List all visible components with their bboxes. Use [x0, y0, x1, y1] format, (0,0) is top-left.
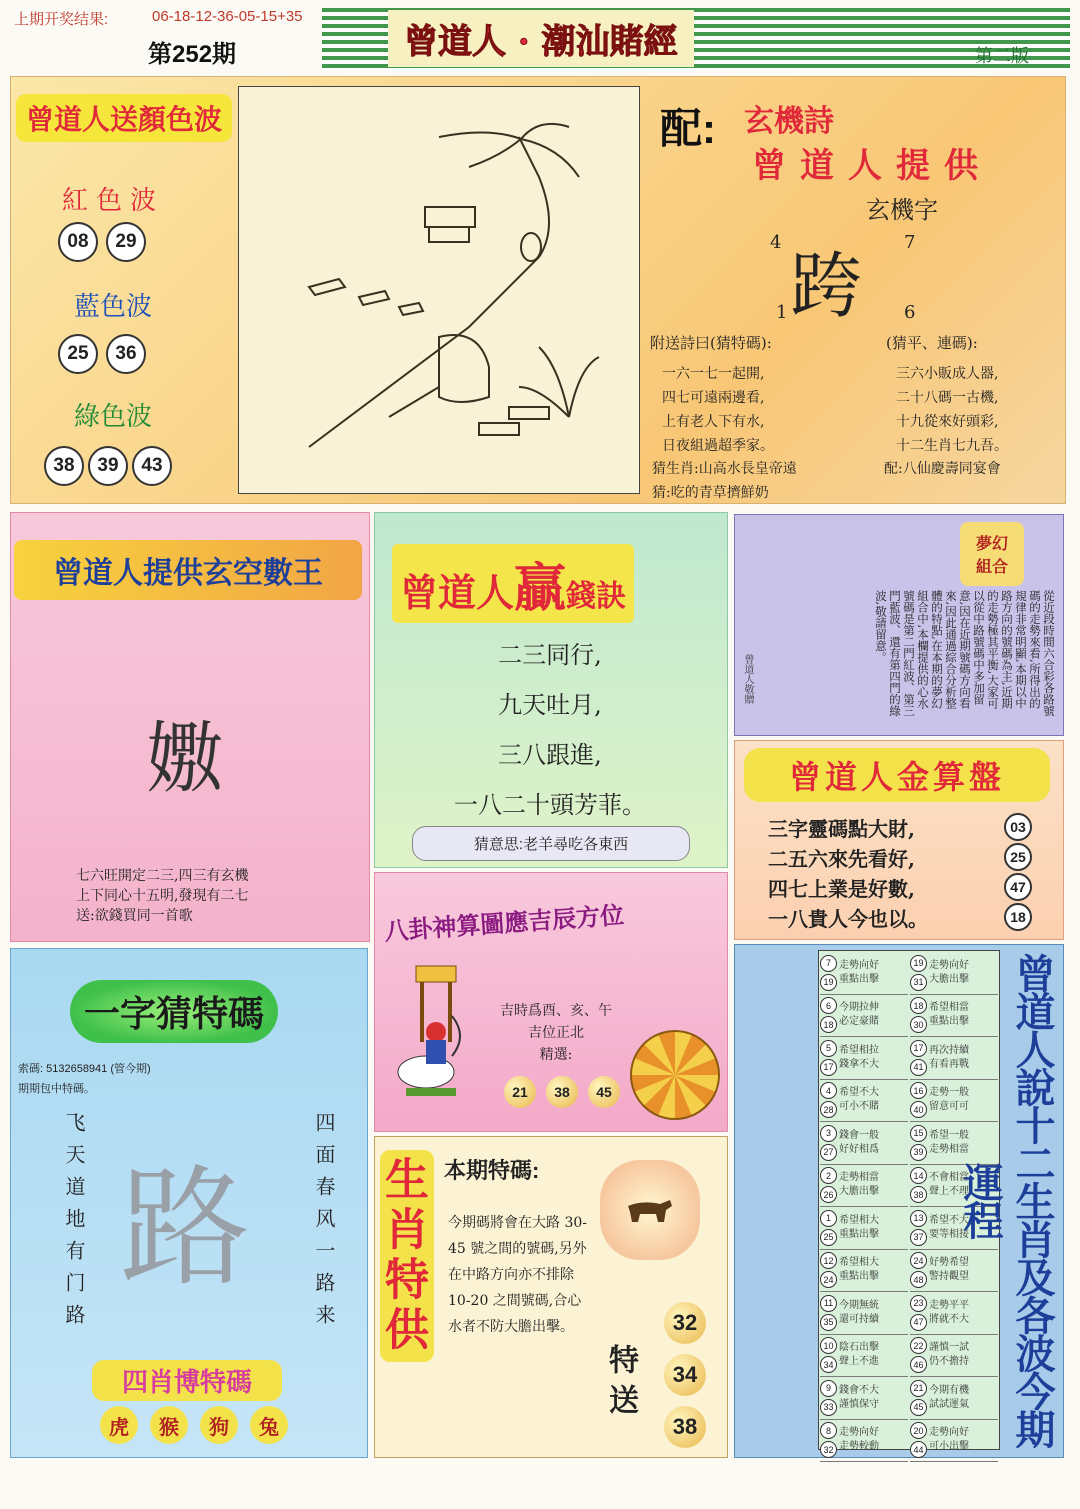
fortune-line: 警持觀望 — [929, 1271, 969, 1283]
poem-line: 四七可遠兩邊看, — [662, 390, 765, 406]
sketch-illustration — [238, 86, 640, 494]
poem-line: 三六小販成人器, — [896, 366, 999, 382]
fortune-text — [929, 1299, 969, 1327]
combo-text: 從近段時間六合彩各路號碼的走勢來看,所得出的規律非常明顯,本期以中路方向的號碼為主,近期的走勢極其平衡,大家可以從中路號碼中多加留意,因在近期號碼方向看來,因此通過綜合分析整體的特點,在本期的夢幻組合中,本欄提供的心水號碼是第二門紅波、第三門藍波、還有第四門的綠波,敬請留意。 — [874, 590, 1056, 717]
fortune-item — [820, 1292, 908, 1335]
fortune-line: 謹慎一試 — [929, 1342, 969, 1354]
fortune-text — [839, 1256, 879, 1284]
fortune-line: 聲上不進 — [839, 1356, 879, 1368]
zodiac-special-side: 生肖特供 — [380, 1150, 434, 1362]
fortune-text — [929, 1044, 969, 1072]
fortune-number: 41 — [910, 1059, 927, 1076]
fortune-line: 將就不大 — [929, 1313, 969, 1325]
fortune-number: 6 — [820, 997, 837, 1014]
fortune-line: 走勢相當 — [929, 1143, 969, 1155]
pei-label: 配: — [660, 105, 716, 152]
fortune-line: 聲上不理 — [929, 1186, 969, 1198]
archer-icon — [386, 962, 482, 1112]
fortune-number: 16 — [910, 1082, 927, 1099]
fortune-item — [820, 1165, 908, 1208]
fortune-text — [929, 1256, 969, 1284]
fortune-number: 8 — [820, 1422, 837, 1439]
digit-7: 7 — [904, 232, 916, 253]
fortune-line: 走勢向好 — [929, 959, 969, 971]
fortune-number: 24 — [820, 1271, 837, 1288]
fortune-line: 還可持續 — [839, 1313, 879, 1325]
special-ball: 38 — [664, 1406, 706, 1448]
blue-ball: 25 — [58, 334, 98, 374]
fortune-number: 18 — [820, 1016, 837, 1033]
fortune-number: 28 — [820, 1101, 837, 1118]
abacus-row-num: 03 — [1004, 813, 1032, 841]
fortune-nums — [910, 1422, 927, 1458]
fortune-line: 走勢平平 — [929, 1299, 969, 1311]
abacus-row — [768, 902, 1032, 932]
fortune-line: 必定豪賭 — [839, 1016, 879, 1028]
fortune-text — [929, 959, 969, 987]
guess-pair: 配:八仙慶壽同宴會 — [884, 461, 1001, 477]
fortune-line: 重點出擊 — [929, 1016, 969, 1028]
abacus-row-num: 18 — [1004, 903, 1032, 931]
fortune-line: 希望相大 — [839, 1214, 879, 1226]
fortune-line: 可小不賭 — [839, 1101, 879, 1113]
fortune-line: 走勢向好 — [929, 1427, 969, 1439]
fortune-number: 47 — [910, 1314, 927, 1331]
fortune-nums — [820, 1422, 837, 1458]
fortune-item — [910, 1292, 998, 1335]
poem-title: 玄機詩 — [744, 105, 834, 138]
fortune-line: 希望相大 — [839, 1257, 879, 1269]
win-line: 二三同行, — [498, 641, 602, 669]
bagua-line1: 吉時爲酉、亥、午 — [500, 1003, 612, 1019]
digit-6: 6 — [904, 302, 916, 323]
bagua-ball: 38 — [546, 1076, 578, 1108]
fortune-text — [929, 1129, 969, 1157]
fortune-item — [820, 1207, 908, 1250]
fortune-line: 再次持續 — [929, 1044, 969, 1056]
fortune-number: 12 — [820, 1252, 837, 1269]
xuankong-line: 七六旺開定二三,四三有玄機 — [76, 868, 249, 884]
fortune-text — [839, 1171, 879, 1199]
green-ball: 38 — [44, 446, 84, 486]
fortune-line: 希望相拉 — [839, 1044, 879, 1056]
fortune-text — [929, 1426, 969, 1454]
fortune-item — [910, 995, 998, 1038]
zodiac-special-songs: 特送 — [604, 1344, 637, 1424]
abacus-row-num: 47 — [1004, 873, 1032, 901]
poem-line: 二十八碼一古機, — [896, 390, 999, 406]
fortune-number: 44 — [910, 1441, 927, 1458]
win-line: 三八跟進, — [498, 741, 602, 769]
fortune-number: 34 — [820, 1356, 837, 1373]
yizi-left-poem: 飞天道地有门路 — [62, 1112, 86, 1336]
abacus-row-text: 四七上業是好數, — [768, 876, 915, 901]
fortune-line: 走勢一般 — [929, 1087, 969, 1099]
fortune-number: 23 — [910, 1295, 927, 1312]
fortune-line: 今期有機 — [929, 1384, 969, 1396]
edition-label: 第二版 — [975, 46, 1029, 66]
fortune-line: 好好相爲 — [839, 1143, 879, 1155]
fortune-item — [910, 1335, 998, 1378]
poem-line: 一六一七一起開, — [662, 366, 765, 382]
fortune-item — [910, 1037, 998, 1080]
fortune-text — [929, 1341, 969, 1369]
poem-left-lines — [662, 362, 774, 458]
fortune-text — [839, 1086, 879, 1114]
fortune-line: 今期拉伸 — [839, 1002, 879, 1014]
fortune-item — [910, 1250, 998, 1293]
fortune-number: 22 — [910, 1337, 927, 1354]
fortune-text — [839, 1341, 879, 1369]
fortune-line: 希望相當 — [929, 1002, 969, 1014]
fortune-nums — [820, 1252, 837, 1288]
yizi-note: 期期包中特碼。 — [18, 1083, 95, 1095]
fortune-line: 要等相接 — [929, 1228, 969, 1240]
fortune-nums — [910, 1125, 927, 1161]
fortune-line: 今期無統 — [839, 1299, 879, 1311]
fortune-nums — [910, 1167, 927, 1203]
fortune-number: 10 — [820, 1337, 837, 1354]
fortune-line: 希望不大 — [839, 1087, 879, 1099]
tree-sketch-icon — [239, 87, 639, 493]
zodiac-rabbit: 兔 — [250, 1406, 288, 1444]
abacus-row — [768, 812, 1032, 842]
abacus-row-text: 二五六來先看好, — [768, 846, 915, 871]
fortune-number: 4 — [820, 1082, 837, 1099]
bagua-ball: 45 — [588, 1076, 620, 1108]
green-ball: 43 — [132, 446, 172, 486]
xuankong-lines — [76, 866, 248, 926]
win-line: 九天吐月, — [498, 691, 602, 719]
xuankong-line: 送:欲錢買同一首歌 — [76, 908, 193, 924]
fortune-number: 32 — [820, 1441, 837, 1458]
red-wave-numbers — [58, 222, 146, 262]
blue-wave-label: 藍色波 — [73, 291, 152, 321]
fortune-number: 15 — [910, 1125, 927, 1142]
fortune-nums — [820, 1082, 837, 1118]
fortune-item — [820, 995, 908, 1038]
xuanji-label: 玄機字 — [866, 196, 938, 224]
fortune-number: 9 — [820, 1380, 837, 1397]
fortune-text — [929, 1001, 969, 1029]
fortune-line: 大膽出擊 — [929, 973, 969, 985]
win-money-riddle: 猜意思:老羊尋吃各東西 — [412, 826, 690, 861]
fortune-item — [910, 1080, 998, 1123]
fortune-line: 錢拿不大 — [839, 1058, 879, 1070]
fortune-line: 陰石出擊 — [839, 1342, 879, 1354]
fortune-nums — [910, 1337, 927, 1373]
zodiac-special-text: 今期碼將會在大路 30-45 號之間的號碼,另外在中路方向亦不排除 10-20 之間號碼,合心水者不防大膽出擊。 — [448, 1215, 587, 1335]
fortune-nums — [910, 1295, 927, 1331]
fortune-line: 走勢較動 — [839, 1441, 879, 1453]
fortune-line: 重點出擊 — [839, 1228, 879, 1240]
fortune-number: 39 — [910, 1144, 927, 1161]
fortune-text — [839, 1129, 879, 1157]
fortune-text — [839, 1001, 879, 1029]
fortune-nums — [910, 1380, 927, 1416]
fortune-line: 留意可可 — [929, 1101, 969, 1113]
poem-line: 日夜組過超季家。 — [662, 438, 774, 454]
fortune-item — [820, 1335, 908, 1378]
fortune-line: 好勢希望 — [929, 1257, 969, 1269]
yizi-title: 一字猜特碼 — [70, 980, 278, 1043]
fortune-nums — [820, 955, 837, 991]
fortune-nums — [910, 1082, 927, 1118]
last-result: 06-18-12-36-05-15+35 — [152, 8, 303, 25]
fortune-number: 38 — [910, 1186, 927, 1203]
fortune-nums — [820, 1210, 837, 1246]
fortune-text — [839, 1044, 879, 1072]
fortune-number: 26 — [820, 1186, 837, 1203]
win-money-lines — [380, 630, 720, 830]
four-zodiac-title: 四肖博特碼 — [92, 1360, 282, 1401]
fortune-line: 大膽出擊 — [839, 1186, 879, 1198]
fortune-item — [910, 1420, 998, 1463]
digit-4: 4 — [770, 232, 782, 253]
fortune-number: 14 — [910, 1167, 927, 1184]
fortune-line: 錢會一般 — [839, 1129, 879, 1141]
xuankong-line: 上下同心十五明,發現有二七 — [76, 888, 249, 904]
fortune-item — [820, 1250, 908, 1293]
poem-provider: 曾道人提供 — [752, 147, 992, 185]
fortune-number: 18 — [910, 997, 927, 1014]
fortune-line: 走勢向好 — [839, 1427, 879, 1439]
fortune-line: 重點出擊 — [839, 973, 879, 985]
poem-right-lines — [896, 362, 1008, 458]
fortune-item — [820, 1122, 908, 1165]
zodiac-monkey: 猴 — [150, 1406, 188, 1444]
fortune-number: 19 — [820, 974, 837, 991]
fortune-number: 3 — [820, 1125, 837, 1142]
bagua-title: 八卦神算圖應吉辰方位 — [383, 900, 625, 946]
bagua-ball: 21 — [504, 1076, 536, 1108]
yizi-char: 路 — [120, 1152, 251, 1304]
fortune-line: 希望一般 — [929, 1129, 969, 1141]
fortune-nums — [820, 1380, 837, 1416]
red-wave-label: 紅色波 — [61, 185, 164, 215]
fortune-number: 11 — [820, 1295, 837, 1312]
fortune-number: 33 — [820, 1399, 837, 1416]
archer-illustration — [386, 962, 482, 1112]
fortune-number: 46 — [910, 1356, 927, 1373]
fortune-number: 7 — [820, 955, 837, 972]
fortune-number: 17 — [910, 1040, 927, 1057]
poem-line: 十二生肖七九吾。 — [896, 438, 1008, 454]
fortune-nums — [820, 1167, 837, 1203]
blue-ball: 36 — [106, 334, 146, 374]
guess-zodiac: 猜生肖:山高水長皇帝遠 — [652, 461, 797, 477]
fortune-item — [910, 1377, 998, 1420]
fortune-item — [820, 1377, 908, 1420]
zodiac-special-title: 本期特碼: — [444, 1158, 540, 1183]
abacus-title: 曾道人金算盤 — [744, 748, 1050, 802]
fortune-text — [929, 1384, 969, 1412]
fortune-nums — [910, 955, 927, 991]
fortune-number: 27 — [820, 1144, 837, 1161]
fortune-line: 仍不擔持 — [929, 1356, 969, 1368]
yizi-phone: 索碼: 5132658941 (管今期) — [18, 1063, 151, 1075]
combo-badge-b: 組合 — [975, 559, 1008, 576]
fortune-item — [820, 1420, 908, 1463]
fortune-number: 19 — [910, 955, 927, 972]
win-money-title — [392, 544, 634, 623]
bagua-info — [488, 1000, 624, 1066]
bagua-line2: 吉位正北 — [528, 1025, 584, 1041]
fortune-number: 24 — [910, 1252, 927, 1269]
fortune-nums — [820, 1040, 837, 1076]
fortune-text — [839, 959, 879, 987]
poem-line: 十九從來好頭彩, — [896, 414, 999, 430]
poem-right-head: (猜平、連碼): — [886, 334, 978, 352]
bagua-wheel-icon — [630, 1030, 720, 1120]
fortune-nums — [910, 1040, 927, 1076]
xuanji-char: 跨 — [790, 244, 863, 328]
fortune-nums — [820, 1295, 837, 1331]
zodiac-special-numbers — [664, 1302, 706, 1448]
abacus-row — [768, 842, 1032, 872]
fortune-number: 25 — [820, 1229, 837, 1246]
fortune-number: 20 — [910, 1422, 927, 1439]
combo-badge-a: 夢幻 — [975, 536, 1008, 553]
zodiac-tiger: 虎 — [100, 1406, 138, 1444]
fortune-line: 重點出擊 — [839, 1271, 879, 1283]
fortune-nums — [820, 1125, 837, 1161]
digit-1: 1 — [776, 302, 788, 323]
fortune-line: 試試運氣 — [929, 1398, 969, 1410]
fortune-number: 2 — [820, 1167, 837, 1184]
fortune-text — [839, 1214, 879, 1242]
fortune-line: 不會相當 — [929, 1172, 969, 1184]
fortune-line: 可小出擊 — [929, 1441, 969, 1453]
green-ball: 39 — [88, 446, 128, 486]
fortune-number: 37 — [910, 1229, 927, 1246]
combo-sign: 曾道人敬贈 — [742, 654, 753, 704]
yizi-right-poem: 四面春风一路来 — [312, 1112, 336, 1336]
fortune-line: 希望不大 — [929, 1214, 969, 1226]
fortune-line: 有看再戰 — [929, 1058, 969, 1070]
fortune-number: 21 — [910, 1380, 927, 1397]
xuankong-title: 曾道人提供玄空數王 — [14, 540, 362, 600]
four-zodiac-list — [100, 1406, 288, 1444]
win-line: 一八二十頭芳菲。 — [454, 791, 646, 819]
fortune-line: 錢會不大 — [839, 1384, 879, 1396]
win-title-a: 曾道人 — [400, 573, 515, 615]
page-title: 曾道人 · 潮汕賭經 — [388, 10, 694, 67]
fortune-number: 30 — [910, 1016, 927, 1033]
fortune-nums — [910, 1252, 927, 1288]
fortune-text — [839, 1384, 879, 1412]
blue-wave-numbers — [58, 334, 146, 374]
green-wave-numbers — [44, 446, 172, 486]
fortune-number: 45 — [910, 1399, 927, 1416]
abacus-row-text: 一八貴人今也以。 — [768, 906, 928, 931]
fortune-number: 17 — [820, 1059, 837, 1076]
abacus-row — [768, 872, 1032, 902]
special-ball: 32 — [664, 1302, 706, 1344]
issue-number: 第252期 — [148, 41, 237, 68]
bagua-numbers — [504, 1076, 620, 1108]
fortune-number: 48 — [910, 1271, 927, 1288]
xuankong-glyph: 嫐 — [146, 714, 225, 804]
red-ball: 08 — [58, 222, 98, 262]
fortune-item — [910, 952, 998, 995]
fortune-line: 走勢相當 — [839, 1172, 879, 1184]
fortune-item — [820, 952, 908, 995]
fortune-title: 曾道人說十二生肖及各波今期運程 — [958, 953, 1054, 1447]
last-result-label: 上期开奖结果: — [14, 11, 109, 28]
bagua-line3: 精選: — [539, 1047, 573, 1063]
fortune-item — [820, 1080, 908, 1123]
fortune-item — [820, 1037, 908, 1080]
green-wave-label: 綠色波 — [73, 401, 152, 431]
abacus-row-text: 三字靈碼點大財, — [768, 816, 915, 841]
fortune-nums — [910, 1210, 927, 1246]
abacus-row-num: 25 — [1004, 843, 1032, 871]
fortune-number: 35 — [820, 1314, 837, 1331]
fortune-number: 13 — [910, 1210, 927, 1227]
red-ball: 29 — [106, 222, 146, 262]
fortune-text — [929, 1086, 969, 1114]
color-wave-title: 曾道人送顏色波 — [16, 94, 232, 142]
ox-icon — [600, 1160, 700, 1260]
poem-line: 上有老人下有水, — [662, 414, 765, 430]
fortune-nums — [820, 1337, 837, 1373]
fortune-text — [839, 1299, 879, 1327]
abacus-rows — [768, 812, 1032, 932]
fortune-line: 謹慎保守 — [839, 1398, 879, 1410]
win-title-c: 錢訣 — [566, 580, 627, 613]
fortune-nums — [910, 997, 927, 1033]
special-ball: 34 — [664, 1354, 706, 1396]
fortune-line: 走勢向好 — [839, 959, 879, 971]
fortune-number: 1 — [820, 1210, 837, 1227]
fortune-number: 31 — [910, 974, 927, 991]
fortune-left-column — [820, 952, 908, 1462]
fortune-text — [839, 1426, 879, 1454]
fortune-number: 40 — [910, 1101, 927, 1118]
poem-left-head: 附送詩曰(猜特碼): — [650, 334, 772, 352]
guess-2: 猜:吃的青草擠鮮奶 — [652, 485, 769, 501]
fortune-item — [910, 1122, 998, 1165]
fortune-number: 5 — [820, 1040, 837, 1057]
win-title-b: 贏 — [514, 560, 567, 618]
fortune-nums — [820, 997, 837, 1033]
zodiac-dog: 狗 — [200, 1406, 238, 1444]
